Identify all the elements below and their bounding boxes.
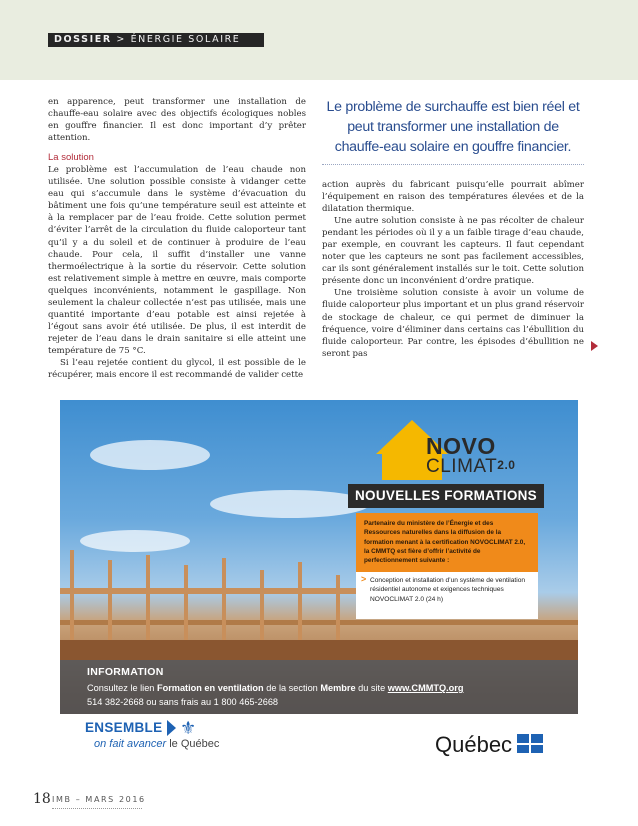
continue-arrow-icon: [591, 341, 598, 351]
info-text: de la section: [263, 683, 321, 693]
version-tag: 2.0: [497, 458, 516, 472]
running-footer: IMB – MARS 2016: [52, 795, 146, 804]
paragraph: Une troisième solution consiste à avoir un volume de fluide caloporteur plus important et un plus grand réservoir de stockage de chaleur, ce qui permet de diminuer la fréquence, voire d’éliminer dans certains cas l’ébullition du fluide caloporteur. Par contre, les épisodes d’ébullition ne seront pas: [322, 288, 584, 359]
cmmtq-url-link[interactable]: www.CMMTQ.org: [387, 683, 464, 693]
paragraph: Si l’eau rejetée contient du glycol, il est possible de le récupérer, mais encore il est recommandé de valider cette: [48, 357, 306, 381]
ensemble-logo: ENSEMBLE: [85, 720, 163, 735]
course-title: Conception et installation d’un système de ventilation résidentiel autonome et exigences techniques NOVOCLIMAT 2.0 (24 h): [370, 577, 526, 603]
fleur-de-lis-icon: ⚜: [180, 718, 197, 739]
course-box: [356, 572, 538, 619]
section-name: DOSSIER: [54, 34, 112, 45]
formation-link[interactable]: Formation en ventilation: [156, 683, 264, 693]
partner-text-box: Partenaire du ministère de l’Énergie et des Ressources naturelles dans la diffusion de la formation menant à la certification NOVOCLIMAT 2.0, la CMMTQ est fière d’offrir l’activité de perfectionnement suivante :: [356, 513, 538, 603]
tagline-part: on fait avancer: [94, 738, 167, 750]
information-line: [87, 683, 463, 693]
paragraph: en apparence, peut transformer une installation de chauffe-eau solaire avec des objectifs écologiques nobles en gouffre financier. Il est donc important d’y prêter attention.: [48, 97, 306, 144]
subheading: La solution: [48, 152, 94, 164]
advertisement: [60, 400, 578, 770]
climat-word: CLIMAT: [426, 456, 498, 477]
pull-quote-rule: [322, 164, 584, 165]
tagline-part: le Québec: [166, 738, 220, 750]
section-label: [48, 33, 264, 47]
sponsor-footer: [60, 714, 578, 770]
quebec-wordmark: Québec: [435, 732, 513, 757]
cloud: [210, 490, 370, 518]
paragraph: Le problème est l’accumulation de l’eau chaude non utilisée. Une solution possible consiste à vidanger cette eau qui s’accumule dans le système d’évacuation du bâtiment une fois qu’une température seuil est atteinte et à la remplacer par de l’eau froide. Cette solution permet d’éviter l’arrêt de la circulation du fluide caloporteur tant qu’il y a du soleil et de continuer à produire de l’eau chaude. Pour cela, il suffit d’installer une vanne thermoélectrique à la sortie du réservoir. Cette solution est relativement simple à mettre en œuvre, mais comporte quelques inconvénients, notamment le gaspillage. Non seulement la chaleur collectée n’est pas utilisée, mais une quantité importante d’eau potable est ainsi rejetée à l’égout sans avoir été utilisée. De plus, il est interdit de rejeter de l’eau dans le drain sanitaire si elle atteint une température de 75 °C.: [48, 165, 306, 356]
footer-rule: [52, 808, 142, 809]
nouvelles-formations-banner: NOUVELLES FORMATIONS: [348, 484, 544, 508]
bullet-arrow-icon: >: [361, 574, 367, 584]
information-band: [60, 660, 578, 714]
quebec-flag-icon: [517, 734, 543, 753]
novoclimat-logo-novo: NOVO: [426, 433, 496, 459]
cloud: [80, 530, 190, 552]
membre-section: Membre: [320, 683, 356, 693]
novoclimat-logo-climat: [426, 456, 515, 478]
page-number: 18: [33, 791, 51, 807]
column-right: [322, 179, 584, 360]
information-title: INFORMATION: [87, 666, 164, 678]
information-phone: 514 382-2668 ou sans frais au 1 800 465-2668: [87, 697, 279, 707]
ensemble-arrow-icon: [167, 720, 176, 736]
section-topic: ÉNERGIE SOLAIRE: [130, 34, 241, 45]
section-separator: >: [116, 34, 126, 45]
ensemble-tagline: [94, 738, 219, 750]
paragraph: action auprès du fabricant puisqu’elle pourrait abîmer l’équipement en raison des températures élevées et de la dilatation thermique.: [322, 180, 584, 215]
pull-quote: Le problème de surchauffe est bien réel et peut transformer une installation de chauffe-eau solaire en gouffre financier.: [326, 99, 580, 155]
cloud: [90, 440, 210, 470]
paragraph: Une autre solution consiste à ne pas récolter de chaleur pendant les périodes où il y a un faible tirage d’eau chaude, par exemple, en couvrant les capteurs. Il faut cependant noter que les capteurs ne sont pas facilement accessibles, car ils sont généralement installés sur le toit. Cette solution présente donc un inconvénient d’ordre pratique.: [322, 216, 584, 287]
info-text: Consultez le lien: [87, 683, 157, 693]
info-text: du site: [355, 683, 388, 693]
column-left: [48, 96, 306, 381]
